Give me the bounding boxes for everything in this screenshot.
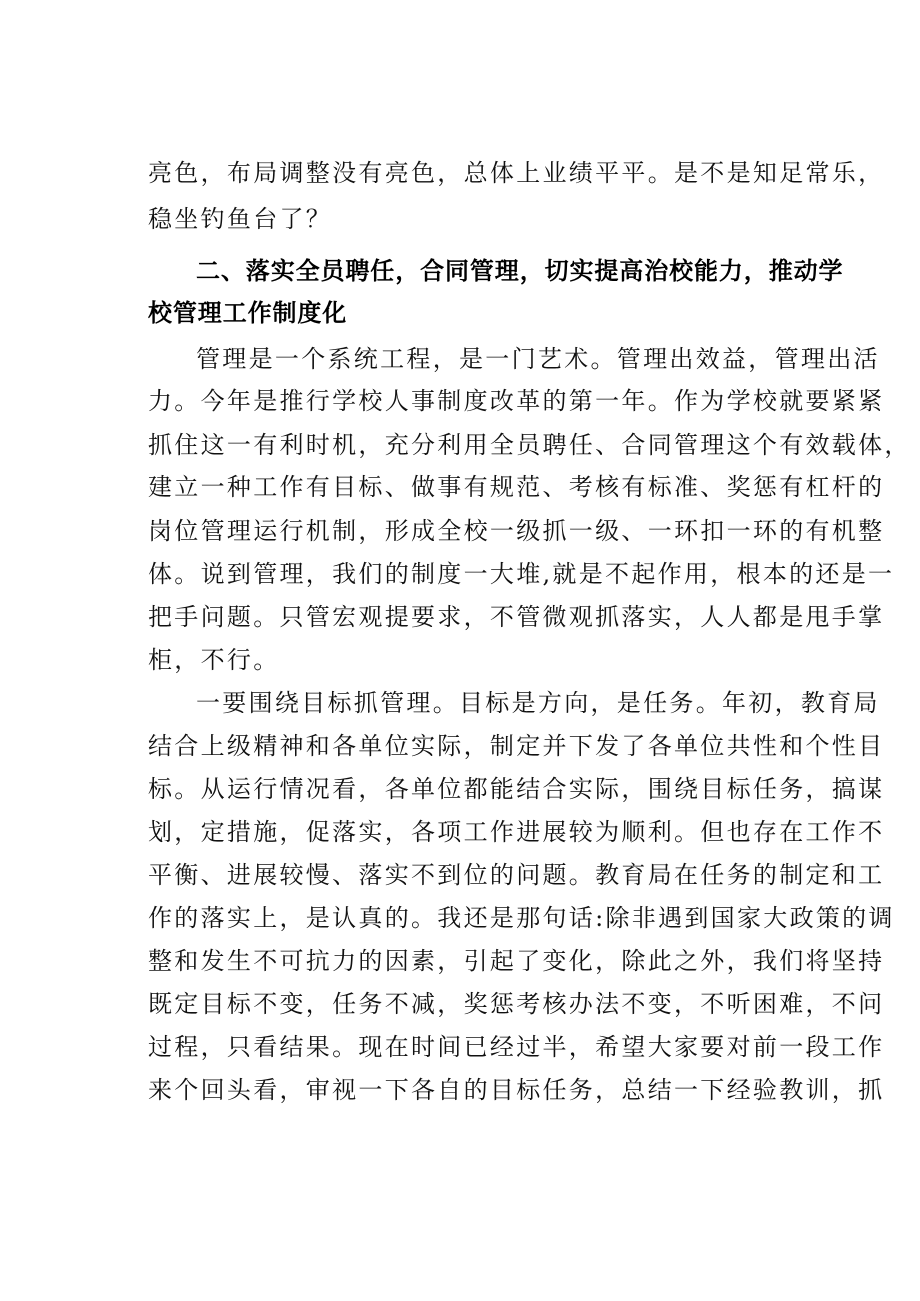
text-line: 体。说到管理，我们的制度一大堆,就是不起作用，根本的还是一 xyxy=(148,560,895,588)
text-line: 标。从运行情况看，各单位都能结合实际，围绕目标任务，搞谋 xyxy=(148,775,885,803)
text-line: 亮色，布局调整没有亮色，总体上业绩平平。是不是知足常乐， xyxy=(148,159,885,187)
text-line: 岗位管理运行机制，形成全校一级抓一级、一环扣一环的有机整 xyxy=(148,517,885,545)
text-line: 建立一种工作有目标、做事有规范、考核有标准、奖惩有杠杆的 xyxy=(148,473,885,501)
text-line: 一要围绕目标抓管理。目标是方向，是任务。年初，教育局 xyxy=(196,689,880,717)
text-line: 力。今年是推行学校人事制度改革的第一年。作为学校就要紧紧 xyxy=(148,387,885,415)
text-line: 把手问题。只管宏观提要求，不管微观抓落实，人人都是甩手掌 xyxy=(148,603,885,631)
text-line: 既定目标不变，任务不减，奖惩考核办法不变，不听困难，不问 xyxy=(148,990,885,1018)
text-line: 过程，只看结果。现在时间已经过半，希望大家要对前一段工作 xyxy=(148,1033,885,1061)
text-line: 作的落实上，是认真的。我还是那句话:除非遇到国家大政策的调 xyxy=(148,904,895,932)
section-heading: 二、落实全员聘任，合同管理，切实提高治校能力，推动学 xyxy=(196,257,844,285)
text-line: 整和发生不可抗力的因素，引起了变化，除此之外，我们将坚持 xyxy=(148,947,885,975)
text-line: 来个回头看，审视一下各自的目标任务，总结一下经验教训，抓 xyxy=(148,1076,885,1104)
text-line: 结合上级精神和各单位实际，制定并下发了各单位共性和个性目 xyxy=(148,732,885,760)
text-line: 划，定措施，促落实，各项工作进展较为顺利。但也存在工作不 xyxy=(148,818,885,846)
text-line: 平衡、进展较慢、落实不到位的问题。教育局在任务的制定和工 xyxy=(148,861,885,889)
text-line: 管理是一个系统工程，是一门艺术。管理出效益，管理出活 xyxy=(196,345,880,373)
text-line: 抓住这一有利时机，充分利用全员聘任、合同管理这个有效载体， xyxy=(148,431,911,459)
text-line: 柜，不行。 xyxy=(148,646,280,674)
section-heading: 校管理工作制度化 xyxy=(148,299,348,327)
text-line: 稳坐钓鱼台了？ xyxy=(148,205,333,233)
